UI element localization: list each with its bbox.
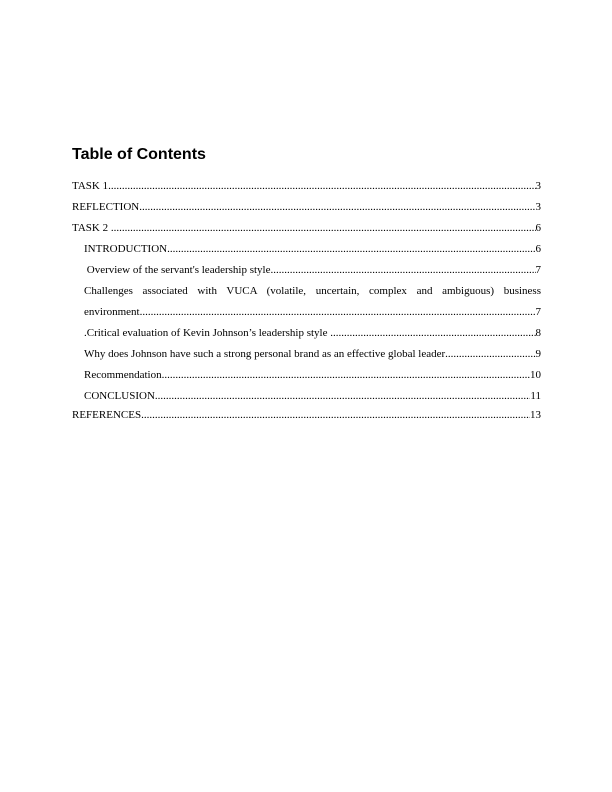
toc-entry-conclusion[interactable] (84, 386, 541, 407)
toc-entry-title: INTRODUCTION (84, 243, 168, 255)
toc-dot-leader (111, 218, 536, 239)
toc-entry-page: 8 (535, 327, 541, 339)
toc-entry-title: environment (84, 306, 140, 318)
toc-entry-title: Why does Johnson have such a strong personal brand as an effective global leader (84, 348, 446, 360)
toc-entry-page: 6 (535, 243, 541, 255)
toc-heading: Table of Contents (72, 146, 206, 163)
toc-dot-leader (445, 344, 535, 365)
toc-entry-page: 10 (530, 369, 541, 381)
toc-entry-page: 7 (535, 306, 541, 318)
toc-entry-title: CONCLUSION (84, 390, 155, 402)
toc-entry-page: 13 (530, 409, 541, 421)
toc-entry-recommendation[interactable] (84, 365, 541, 386)
toc-entry-title: REFLECTION (72, 201, 140, 213)
toc-entry-personal-brand[interactable] (84, 344, 541, 365)
toc-entry-page: 6 (535, 222, 541, 234)
toc-entry-title: TASK 2 (72, 222, 111, 234)
toc-entry-task-2[interactable] (72, 218, 541, 239)
toc-entry-task-1[interactable] (72, 176, 541, 197)
toc-entry-overview[interactable] (84, 260, 541, 281)
toc-dot-leader (270, 260, 535, 281)
toc-entry-references[interactable] (72, 405, 541, 426)
toc-entry-page: 9 (535, 348, 541, 360)
toc-entry-title: REFERENCES (72, 409, 142, 421)
toc-entry-challenges[interactable] (84, 302, 541, 323)
toc-entry-title: Recommendation (84, 369, 162, 381)
toc-dot-leader (108, 176, 535, 197)
toc-entry-page: 11 (530, 390, 541, 402)
toc-entry-challenges-line1[interactable]: Challenges associated with VUCA (volatile, uncertain, complex and ambiguous) business (84, 285, 541, 297)
toc-entry-page: 3 (535, 180, 541, 192)
toc-dot-leader (330, 323, 535, 344)
toc-dot-leader (167, 239, 535, 260)
toc-dot-leader (162, 365, 530, 386)
toc-dot-leader (140, 302, 536, 323)
toc-dot-leader (139, 197, 535, 218)
toc-dot-leader (141, 405, 530, 426)
toc-entry-introduction[interactable] (84, 239, 541, 260)
toc-entry-page: 3 (535, 201, 541, 213)
toc-dot-leader (155, 386, 531, 407)
toc-entry-title: Overview of the servant's leadership style (84, 264, 271, 276)
toc-entry-title: .Critical evaluation of Kevin Johnson’s leadership style (84, 327, 331, 339)
toc-entry-page: 7 (535, 264, 541, 276)
toc-entry-critical-evaluation[interactable] (84, 323, 541, 344)
toc-entry-title: TASK 1 (72, 180, 109, 192)
toc-entry-reflection[interactable] (72, 197, 541, 218)
